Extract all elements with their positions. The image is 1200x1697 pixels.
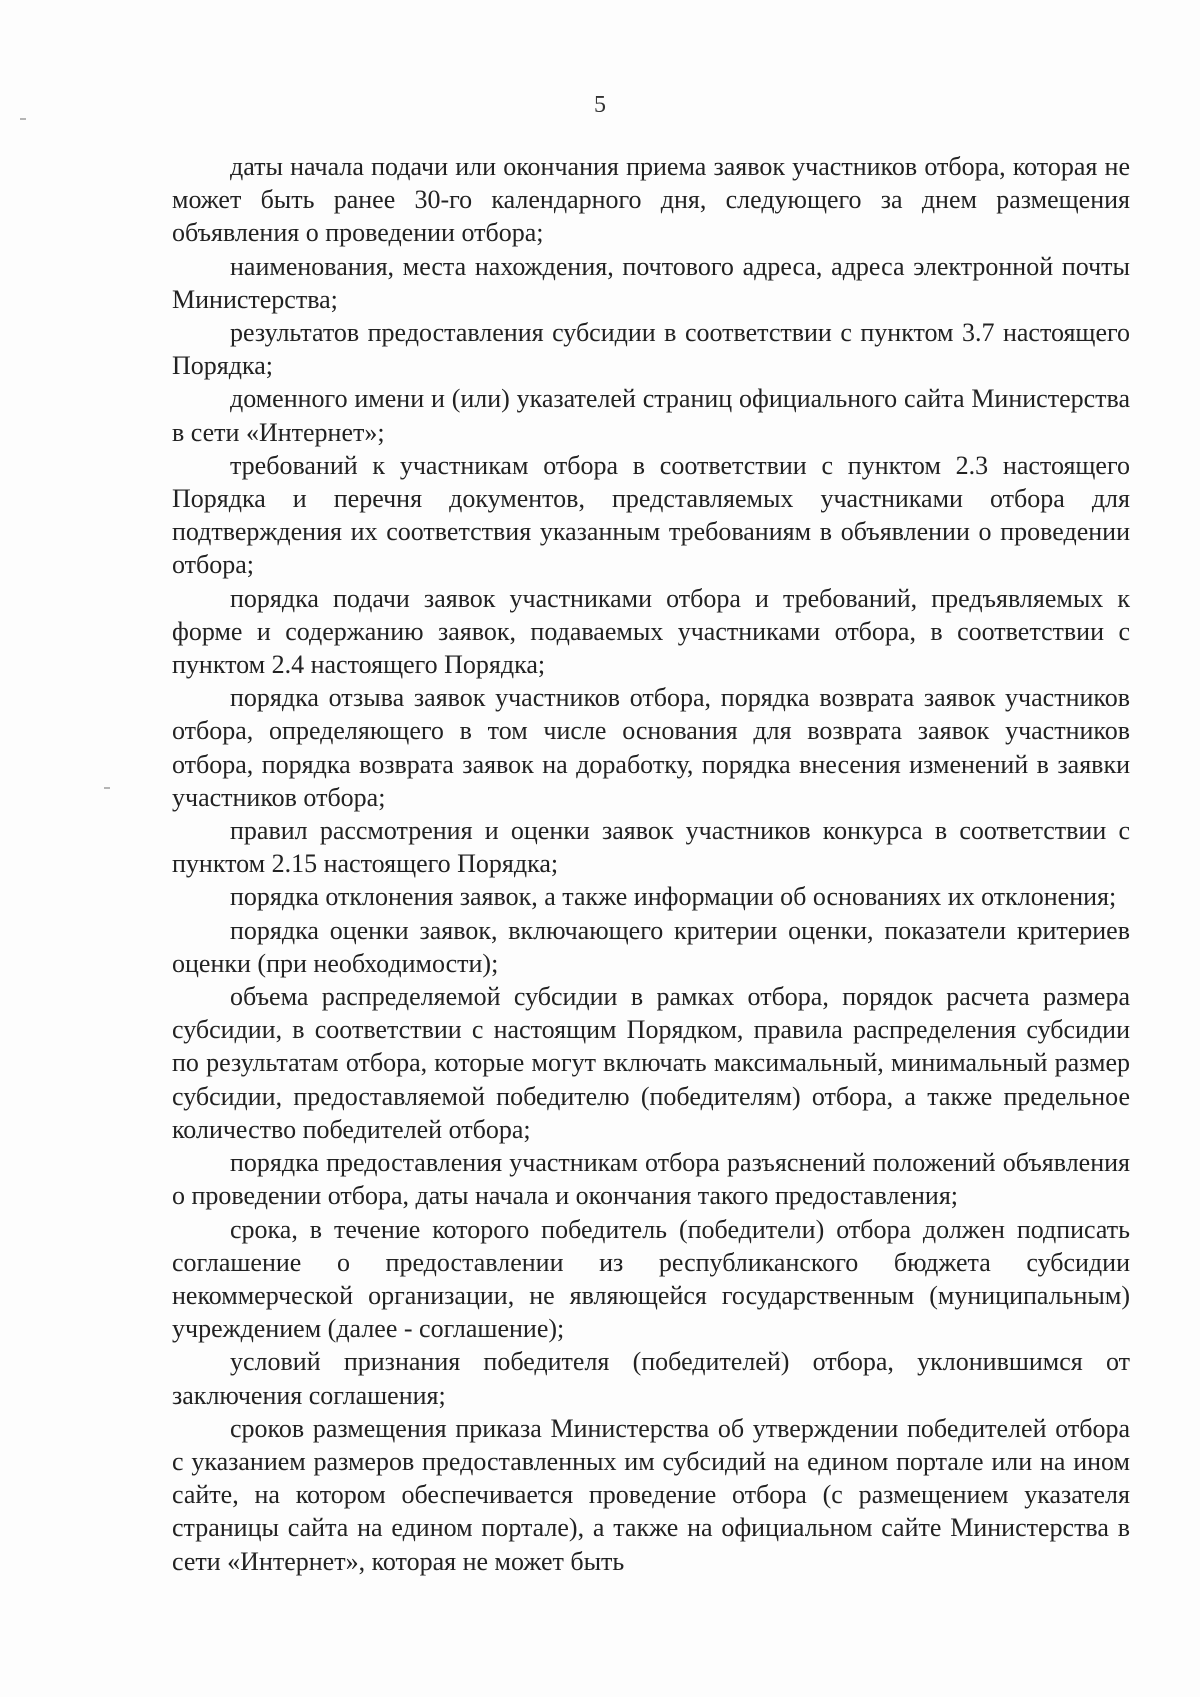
page-number: 5 — [594, 92, 606, 118]
paragraph: доменного имени и (или) указателей страниц официального сайта Министерства в сети «Интернет»; — [172, 384, 1130, 447]
paragraph: наименования, места нахождения, почтового адреса, адреса электронной почты Министерства; — [172, 251, 1130, 314]
document-body — [172, 150, 1130, 1578]
paragraph: сроков размещения приказа Министерства об утверждении победителей отбора с указанием размеров предоставленных им субсидий на едином портале или на ином сайте, на котором обеспечивается проведение отбора (с размещением указателя страницы сайта на едином портале), а также на официальном сайте Министерства в сети «Интернет», которая не может быть — [172, 1413, 1130, 1576]
paragraph: даты начала подачи или окончания приема заявок участников отбора, которая не может быть ранее 30-го календарного дня, следующего за днем размещения объявления о проведении отбора; — [172, 152, 1130, 248]
paragraph: требований к участникам отбора в соответствии с пунктом 2.3 настоящего Порядка и перечня документов, представляемых участниками отбора для подтверждения их соответствия указанным требованиям в объявлении о проведении отбора; — [172, 450, 1130, 580]
paragraph: порядка подачи заявок участниками отбора и требований, предъявляемых к форме и содержанию заявок, подаваемых участниками отбора, в соответствии с пунктом 2.4 настоящего Порядка; — [172, 583, 1130, 680]
paragraph: условий признания победителя (победителей) отбора, уклонившимся от заключения соглашения; — [172, 1347, 1130, 1410]
paragraph: порядка оценки заявок, включающего критерии оценки, показатели критериев оценки (при необходимости); — [172, 915, 1130, 978]
paragraph: результатов предоставления субсидии в соответствии с пунктом 3.7 настоящего Порядка; — [172, 318, 1130, 381]
scan-mark — [104, 787, 110, 789]
paragraph: порядка отзыва заявок участников отбора, порядка возврата заявок участников отбора, определяющего в том числе основания для возврата заявок участников отбора, порядка возврата заявок на доработку, порядка внесения изменений в заявки участников отбора; — [172, 683, 1130, 812]
paragraph: порядка отклонения заявок, а также информации об основаниях их отклонения; — [230, 882, 1117, 912]
paragraph: объема распределяемой субсидии в рамках отбора, порядок расчета размера субсидии, в соответствии с настоящим Порядком, правила распределения субсидии по результатам отбора, которые могут включать максимальный, минимальный размер субсидии, предоставляемой победителю (победителям) отбора, а также предельное количество победителей отбора; — [172, 982, 1130, 1144]
paragraph: срока, в течение которого победитель (победители) отбора должен подписать соглашение о предоставлении из республиканского бюджета субсидии некоммерческой организации, не являющейся государственным (муниципальным) учреждением (далее - соглашение); — [172, 1214, 1130, 1344]
paragraph: правил рассмотрения и оценки заявок участников конкурса в соответствии с пунктом 2.15 настоящего Порядка; — [172, 816, 1130, 879]
paragraph: порядка предоставления участникам отбора разъяснений положений объявления о проведении отбора, даты начала и окончания такого предоставления; — [172, 1148, 1130, 1211]
